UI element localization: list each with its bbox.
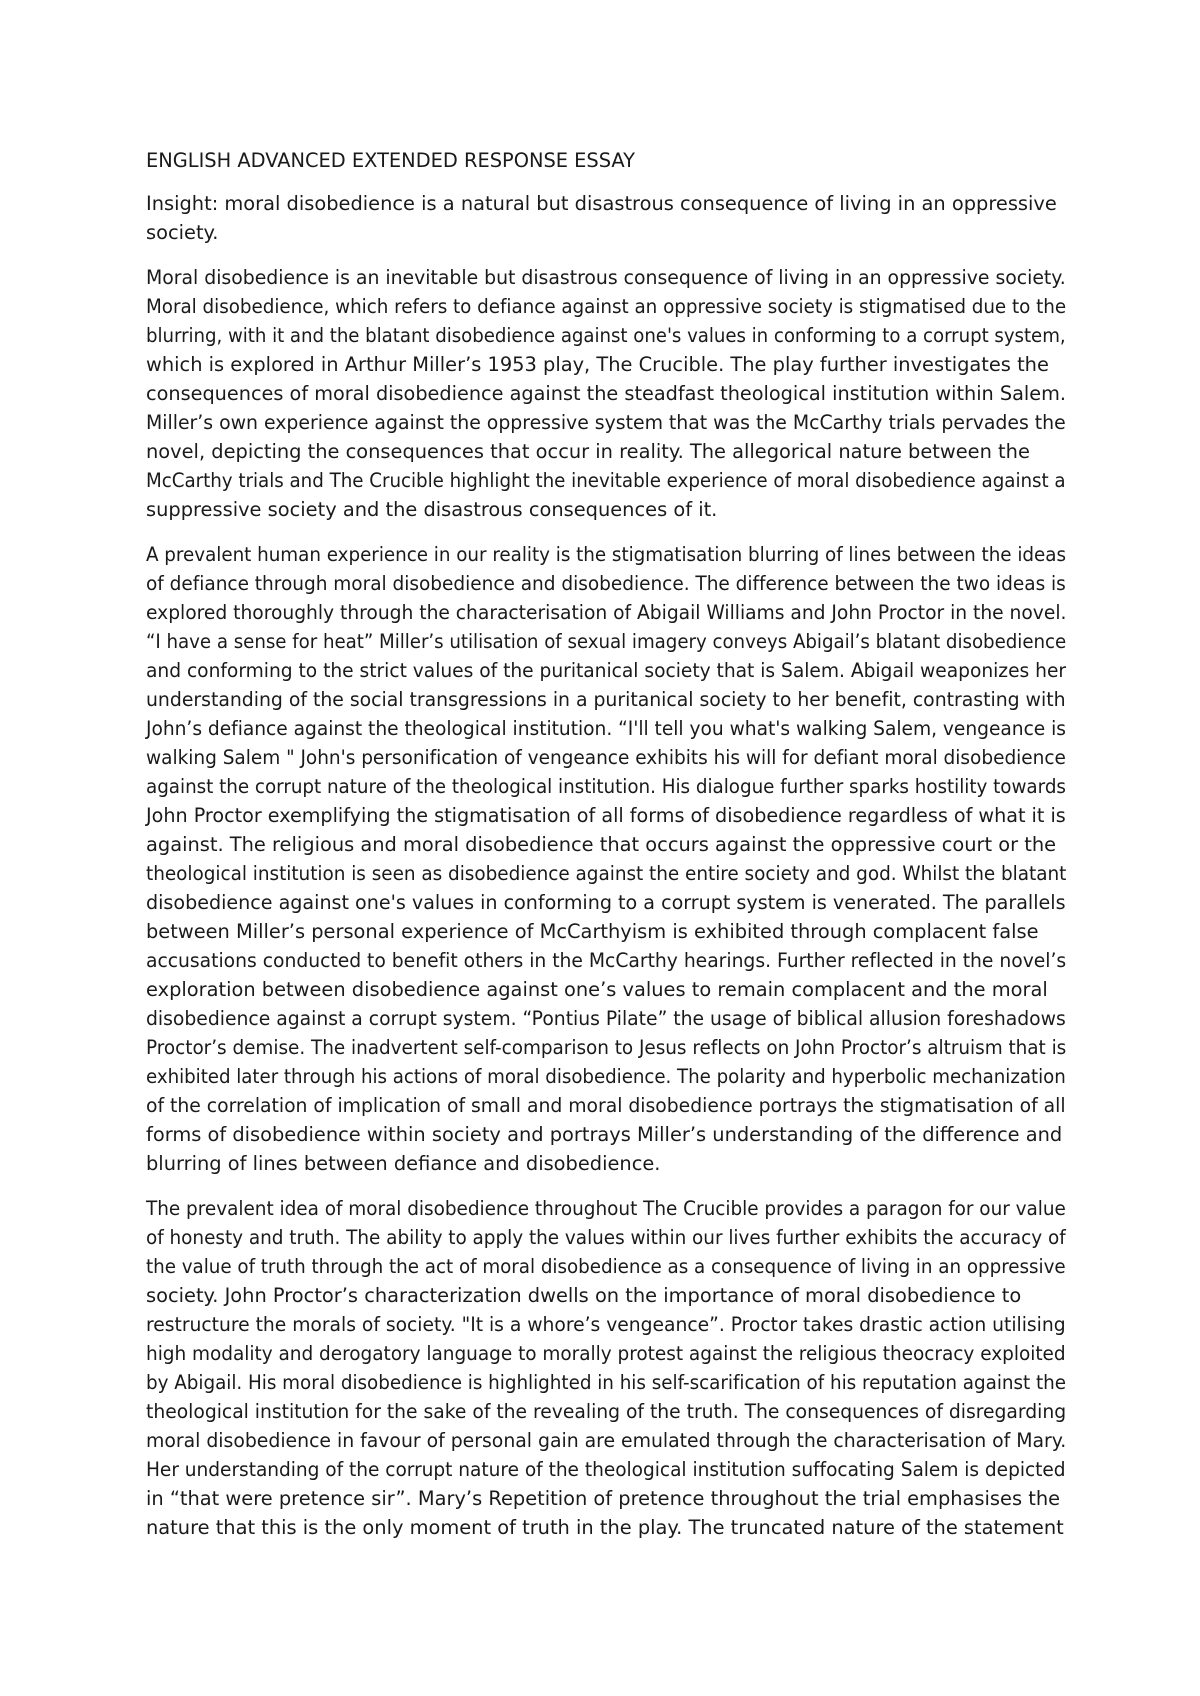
text-line: which is explored in Arthur Miller’s 1953 play, The Crucible. The play further investigates the bbox=[146, 353, 1049, 376]
text-line: John Proctor exemplifying the stigmatisation of all forms of disobedience regardless of what it is bbox=[146, 804, 1066, 827]
text-line: Proctor’s demise. The inadvertent self-comparison to Jesus reflects on John Proctor’s altruism that is bbox=[146, 1036, 1067, 1059]
text-line: understanding of the social transgressions in a puritanical society to her benefit, contrasting with bbox=[146, 688, 1066, 711]
text-line: against. The religious and moral disobedience that occurs against the oppressive court or the bbox=[146, 833, 1057, 856]
text-line: of the correlation of implication of small and moral disobedience portrays the stigmatisation of all bbox=[146, 1094, 1066, 1117]
text-line: of defiance through moral disobedience and disobedience. The difference between the two ideas is bbox=[146, 572, 1066, 595]
essay-paragraph bbox=[146, 263, 1066, 524]
text-line: suppressive society and the disastrous consequences of it. bbox=[146, 498, 718, 521]
text-line: restructure the morals of society. "It is a whore’s vengeance”. Proctor takes drastic action utilising bbox=[146, 1313, 1066, 1336]
text-line: disobedience against a corrupt system. “Pontius Pilate” the usage of biblical allusion foreshadows bbox=[146, 1007, 1066, 1030]
text-line: theological institution is seen as disobedience against the entire society and god. Whilst the blatant bbox=[146, 862, 1067, 885]
text-line: walking Salem " John's personification of vengeance exhibits his will for defiant moral disobedience bbox=[146, 746, 1066, 769]
text-line: disobedience against one's values in conforming to a corrupt system is venerated. The parallels bbox=[146, 891, 1066, 914]
text-line: blurring, with it and the blatant disobedience against one's values in conforming to a corrupt system, bbox=[146, 324, 1066, 347]
text-line: novel, depicting the consequences that occur in reality. The allegorical nature between the bbox=[146, 440, 1030, 463]
text-line: society. bbox=[146, 221, 219, 244]
essay-paragraph bbox=[146, 189, 1066, 247]
text-line: consequences of moral disobedience against the steadfast theological institution within Salem. bbox=[146, 382, 1066, 405]
essay-body bbox=[146, 146, 1066, 1558]
text-line: A prevalent human experience in our reality is the stigmatisation blurring of lines between the ideas bbox=[146, 543, 1066, 566]
text-line: exploration between disobedience against one’s values to remain complacent and the moral bbox=[146, 978, 1048, 1001]
text-line: Moral disobedience is an inevitable but disastrous consequence of living in an oppressive society. bbox=[146, 266, 1066, 289]
text-line: McCarthy trials and The Crucible highlight the inevitable experience of moral disobedience against a bbox=[146, 469, 1066, 492]
text-line: forms of disobedience within society and portrays Miller’s understanding of the difference and bbox=[146, 1123, 1063, 1146]
text-line: between Miller’s personal experience of McCarthyism is exhibited through complacent false bbox=[146, 920, 1039, 943]
text-line: Her understanding of the corrupt nature of the theological institution suffocating Salem is depicted bbox=[146, 1458, 1066, 1481]
text-line: against the corrupt nature of the theological institution. His dialogue further sparks hostility towards bbox=[146, 775, 1066, 798]
text-line: explored thoroughly through the characterisation of Abigail Williams and John Proctor in the novel. bbox=[146, 601, 1067, 624]
text-line: exhibited later through his actions of moral disobedience. The polarity and hyperbolic mechanization bbox=[146, 1065, 1066, 1088]
text-line: by Abigail. His moral disobedience is highlighted in his self-scarification of his reputation against the bbox=[146, 1371, 1066, 1394]
text-line: the value of truth through the act of moral disobedience as a consequence of living in an oppressive bbox=[146, 1255, 1066, 1278]
essay-paragraph bbox=[146, 540, 1066, 1178]
text-line: blurring of lines between defiance and disobedience. bbox=[146, 1152, 661, 1175]
essay-paragraph bbox=[146, 1194, 1066, 1542]
text-line: moral disobedience in favour of personal gain are emulated through the characterisation of Mary. bbox=[146, 1429, 1067, 1452]
text-line: theological institution for the sake of the revealing of the truth. The consequences of disregarding bbox=[146, 1400, 1067, 1423]
text-line: society. John Proctor’s characterization dwells on the importance of moral disobedience to bbox=[146, 1284, 1022, 1307]
essay-paragraphs bbox=[146, 189, 1066, 1542]
text-line: in “that were pretence sir”. Mary’s Repetition of pretence throughout the trial emphasises the bbox=[146, 1487, 1061, 1510]
text-line: of honesty and truth. The ability to apply the values within our lives further exhibits the accuracy of bbox=[146, 1226, 1066, 1249]
text-line: and conforming to the strict values of the puritanical society that is Salem. Abigail weaponizes her bbox=[146, 659, 1067, 682]
text-line: Moral disobedience, which refers to defiance against an oppressive society is stigmatised due to the bbox=[146, 295, 1067, 318]
text-line: Insight: moral disobedience is a natural but disastrous consequence of living in an oppressive bbox=[146, 192, 1057, 215]
document-title: ENGLISH ADVANCED EXTENDED RESPONSE ESSAY bbox=[146, 149, 636, 172]
text-line: Miller’s own experience against the oppressive system that was the McCarthy trials pervades the bbox=[146, 411, 1066, 434]
text-line: nature that this is the only moment of truth in the play. The truncated nature of the statement bbox=[146, 1516, 1064, 1539]
text-line: high modality and derogatory language to morally protest against the religious theocracy exploited bbox=[146, 1342, 1066, 1365]
text-line: accusations conducted to benefit others in the McCarthy hearings. Further reflected in the novel’s bbox=[146, 949, 1067, 972]
text-line: John’s defiance against the theological institution. “I'll tell you what's walking Salem, vengeance is bbox=[146, 717, 1066, 740]
text-line: “I have a sense for heat” Miller’s utilisation of sexual imagery conveys Abigail’s blatant disobedience bbox=[146, 630, 1067, 653]
text-line: The prevalent idea of moral disobedience throughout The Crucible provides a paragon for our value bbox=[146, 1197, 1066, 1220]
